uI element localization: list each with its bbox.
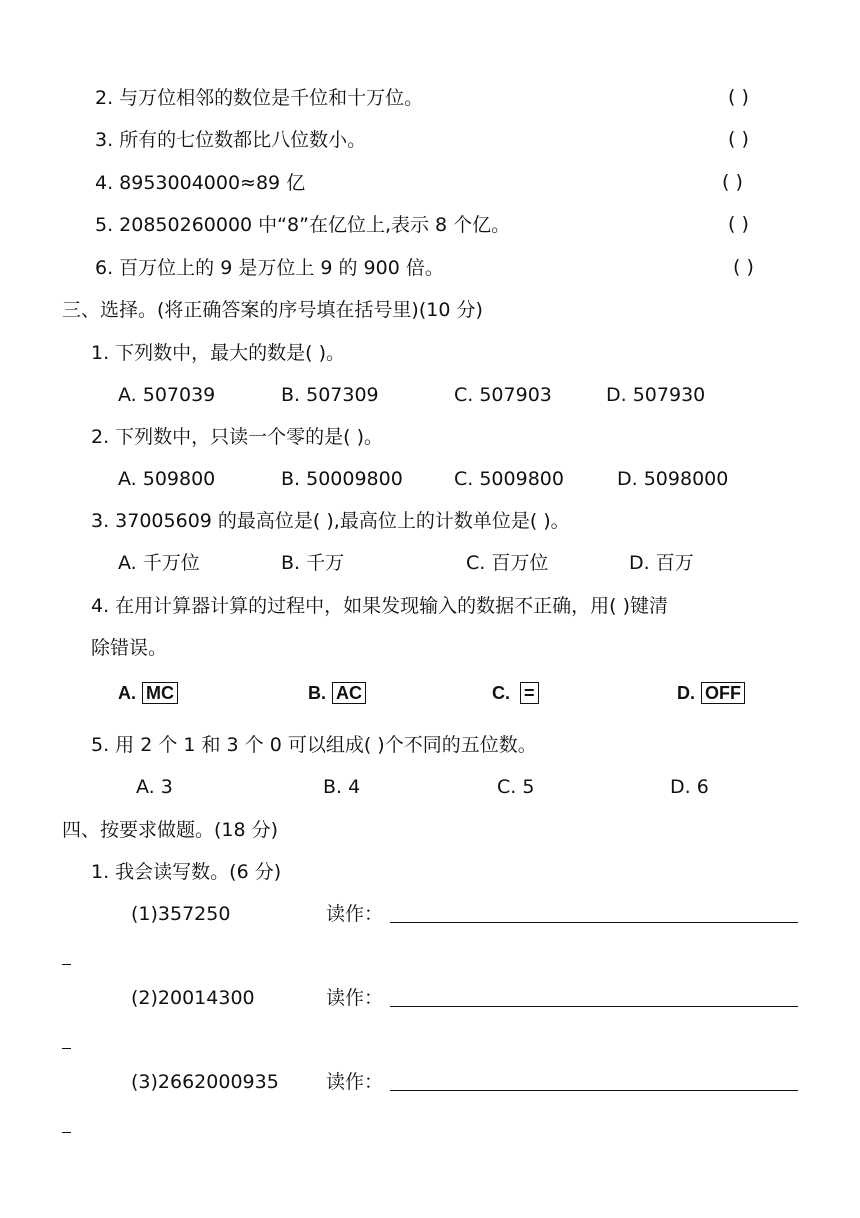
option-a[interactable]: A. 507039 — [118, 384, 216, 406]
judge-item-text: 2. 与万位相邻的数位是千位和十万位。 — [95, 87, 424, 109]
option-a[interactable]: A. 千万位 — [118, 552, 200, 574]
judge-item-text: 4. 8953004000≈89 亿 — [95, 172, 306, 194]
judge-item-3 — [95, 128, 366, 152]
choice-question-4-cont: 除错误。 — [91, 637, 168, 659]
read-prompt: 读作： — [326, 903, 384, 925]
answer-blank[interactable]: ( ) — [722, 171, 743, 193]
option-b[interactable]: B. 507309 — [281, 384, 379, 406]
option-d[interactable] — [677, 682, 745, 704]
option-c[interactable] — [492, 682, 539, 704]
option-d[interactable]: D. 507930 — [606, 384, 706, 406]
read-prompt: 读作： — [326, 987, 384, 1009]
choice-question-1: 1. 下列数中，最大的数是( )。 — [91, 342, 346, 364]
judge-item-4 — [95, 171, 305, 195]
option-d[interactable]: D. 5098000 — [617, 468, 729, 490]
section-title-choice: 三、选择。(将正确答案的序号填在括号里)(10 分) — [62, 299, 483, 321]
choice-question-3: 3. 37005609 的最高位是( ),最高位上的计数单位是( )。 — [91, 510, 570, 532]
option-a[interactable] — [118, 682, 178, 704]
line-dash — [62, 1048, 71, 1049]
option-b[interactable]: B. 4 — [323, 776, 361, 798]
option-label: D. — [677, 683, 695, 703]
number-2: (2)20014300 — [131, 987, 255, 1009]
option-c[interactable]: C. 507903 — [454, 384, 552, 406]
judge-item-text: 6. 百万位上的 9 是万位上 9 的 900 倍。 — [95, 257, 444, 279]
answer-line[interactable] — [390, 922, 798, 923]
judge-item-text: 3. 所有的七位数都比八位数小。 — [95, 129, 367, 151]
choice-question-4: 4. 在用计算器计算的过程中，如果发现输入的数据不正确，用( )键清 — [91, 595, 669, 617]
answer-blank[interactable]: ( ) — [728, 128, 749, 150]
option-a[interactable]: A. 3 — [136, 776, 173, 798]
option-b[interactable]: B. 千万 — [281, 552, 345, 574]
choice-question-5: 5. 用 2 个 1 和 3 个 0 可以组成( )个不同的五位数。 — [91, 734, 537, 756]
off-key-icon: OFF — [701, 682, 745, 704]
option-a[interactable]: A. 509800 — [118, 468, 216, 490]
option-d[interactable]: D. 6 — [670, 776, 709, 798]
task-question-1: 1. 我会读写数。(6 分) — [91, 861, 282, 883]
judge-item-text: 5. 20850260000 中“8”在亿位上,表示 8 个亿。 — [95, 214, 511, 236]
answer-line[interactable] — [390, 1006, 798, 1007]
option-label: C. — [492, 683, 510, 703]
answer-blank[interactable]: ( ) — [728, 213, 749, 235]
read-prompt: 读作： — [326, 1071, 384, 1093]
option-d[interactable]: D. 百万 — [629, 552, 694, 574]
judge-item-5 — [95, 213, 510, 237]
mc-key-icon: MC — [142, 682, 178, 704]
option-b[interactable] — [308, 682, 366, 704]
option-b[interactable]: B. 50009800 — [281, 468, 403, 490]
choice-question-2: 2. 下列数中，只读一个零的是( )。 — [91, 426, 384, 448]
section-title-tasks: 四、按要求做题。(18 分) — [62, 819, 279, 841]
judge-item-6 — [95, 256, 444, 280]
option-label: B. — [308, 683, 326, 703]
ac-key-icon: AC — [332, 682, 366, 704]
option-c[interactable]: C. 5 — [497, 776, 535, 798]
answer-line[interactable] — [390, 1090, 798, 1091]
judge-item-2 — [95, 86, 423, 110]
number-3: (3)2662000935 — [131, 1071, 279, 1093]
line-dash — [62, 964, 71, 965]
option-c[interactable]: C. 百万位 — [466, 552, 549, 574]
line-dash — [62, 1132, 71, 1133]
option-label: A. — [118, 683, 136, 703]
answer-blank[interactable]: ( ) — [728, 86, 749, 108]
option-c[interactable]: C. 5009800 — [454, 468, 564, 490]
number-1: (1)357250 — [131, 903, 231, 925]
equals-key-icon: = — [520, 682, 539, 704]
answer-blank[interactable]: ( ) — [733, 256, 754, 278]
